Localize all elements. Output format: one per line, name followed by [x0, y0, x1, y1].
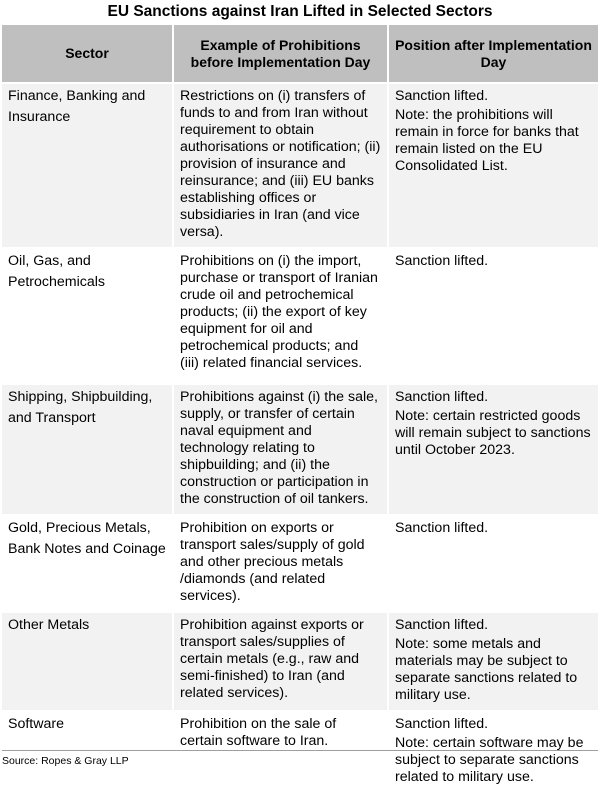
- prohibitions-cell: Prohibition against exports or transport sales/supplies of certain metals (e.g., raw and semi-finished) to Iran (and related services).: [173, 612, 388, 711]
- prohibitions-cell: Restrictions on (i) transfers of funds to and from Iran without requirement to obtain authorisations or notification; (ii) provision of insurance and reinsurance; and (iii) EU banks establishing offices or subsidiaries in Iran (and vice versa).: [173, 83, 388, 248]
- prohibitions-cell: Prohibition on the sale of certain software to Iran.: [173, 711, 388, 792]
- position-status: Sanction lifted.: [395, 520, 489, 536]
- position-note: Note: the prohibitions will remain in force for banks that remain listed on the EU Consolidated List.: [395, 107, 579, 174]
- position-note: Note: certain software may be subject to separate sanctions related to military use.: [395, 735, 584, 785]
- footer-divider: [2, 750, 598, 751]
- table-row: [2, 711, 598, 792]
- position-status: Sanction lifted.: [395, 389, 489, 405]
- header-row: [2, 25, 598, 83]
- position-cell: [388, 384, 598, 515]
- sanctions-table: [2, 25, 598, 792]
- sector-cell: Oil, Gas, and Petrochemicals: [2, 248, 173, 384]
- position-cell: [388, 612, 598, 711]
- position-status: Sanction lifted.: [395, 253, 489, 269]
- source-note: Source: Ropes & Gray LLP: [2, 755, 129, 767]
- position-cell: [388, 248, 598, 384]
- table-row: [2, 515, 598, 612]
- table-row: [2, 248, 598, 384]
- position-cell: [388, 515, 598, 612]
- sector-cell: Other Metals: [2, 612, 173, 711]
- position-status: Sanction lifted.: [395, 617, 489, 633]
- table-row: [2, 384, 598, 515]
- sector-cell: Gold, Precious Metals, Bank Notes and Coinage: [2, 515, 173, 612]
- position-status: Sanction lifted.: [395, 88, 489, 104]
- table-header: [2, 25, 598, 83]
- header-position: Position after Implementation Day: [388, 25, 598, 83]
- table-body: [2, 83, 598, 792]
- table-row: [2, 612, 598, 711]
- position-note: Note: some metals and materials may be subject to separate sanctions related to military use.: [395, 636, 578, 703]
- prohibitions-cell: Prohibitions against (i) the sale, supply, or transfer of certain naval equipment and technology relating to shipbuilding; and (ii) the construction or participation in the construction of oil tankers.: [173, 384, 388, 515]
- sector-cell: Shipping, Shipbuilding, and Transport: [2, 384, 173, 515]
- prohibitions-cell: Prohibition on exports or transport sales/supply of gold and other precious metals /diamonds (and related services).: [173, 515, 388, 612]
- position-cell: [388, 83, 598, 248]
- prohibitions-cell: Prohibitions on (i) the import, purchase or transport of Iranian crude oil and petrochemical products; (ii) the export of key equipment for oil and petrochemical products; and (iii) related financial services.: [173, 248, 388, 384]
- table-row: [2, 83, 598, 248]
- position-status: Sanction lifted.: [395, 716, 489, 732]
- header-prohibitions: Example of Prohibitions before Implementation Day: [173, 25, 388, 83]
- table-title: EU Sanctions against Iran Lifted in Selected Sectors: [107, 3, 493, 20]
- sector-cell: Software: [2, 711, 173, 792]
- position-cell: [388, 711, 598, 792]
- position-note: Note: certain restricted goods will remain subject to sanctions until October 2023.: [395, 408, 591, 458]
- header-sector: Sector: [2, 25, 173, 83]
- sector-cell: Finance, Banking and Insurance: [2, 83, 173, 248]
